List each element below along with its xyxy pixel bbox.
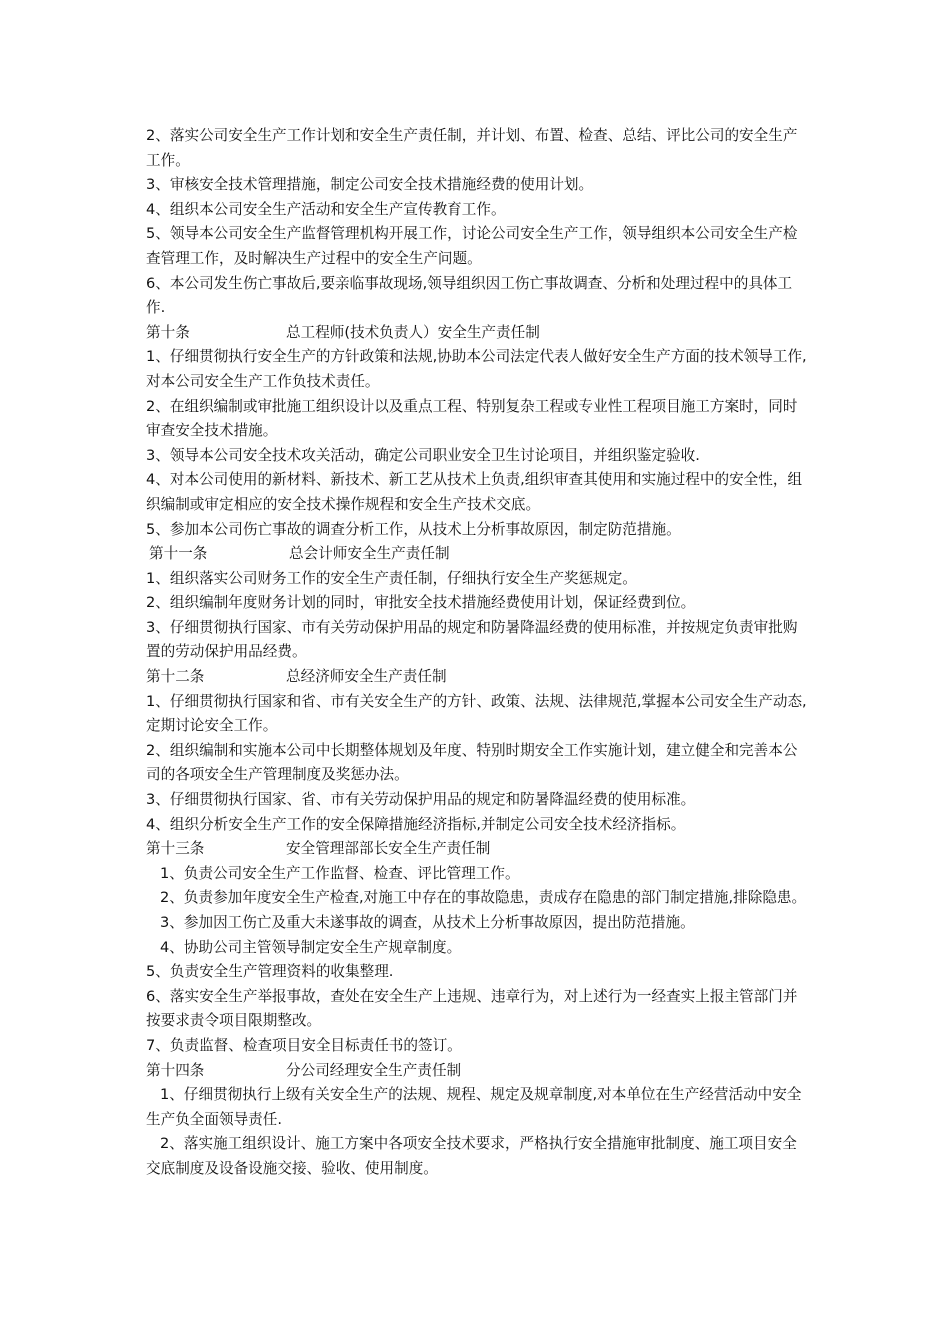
article-number: 第十四条 <box>146 1061 205 1079</box>
article-number: 第十三条 <box>146 840 205 858</box>
clause-paragraph: 3、参加因工伤亡及重大未遂事故的调查，从技术上分析事故原因，提出防范措施。 <box>160 914 695 931</box>
document-body <box>146 124 810 1182</box>
article-heading <box>146 542 810 567</box>
clause-paragraph: 3、仔细贯彻执行国家、省、市有关劳动保护用品的规定和防暑降温经费的使用标准。 <box>146 791 696 809</box>
clause-paragraph: 1、仔细贯彻执行上级有关安全生产的法规、规程、规定及规章制度,对本单位在生产经营活动中安全生产负全面领导责任. <box>146 1086 802 1128</box>
clause-paragraph: 2、落实公司安全生产工作计划和安全生产责任制，并计划、布置、检查、总结、评比公司的安全生产工作。 <box>146 127 798 169</box>
article-heading <box>146 665 810 690</box>
clause-paragraph: 1、仔细贯彻执行安全生产的方针政策和法规,协助本公司法定代表人做好安全生产方面的技术领导工作,对本公司安全生产工作负技术责任。 <box>146 348 807 390</box>
clause-paragraph: 2、组织编制年度财务计划的同时，审批安全技术措施经费使用计划，保证经费到位。 <box>146 594 696 612</box>
article-title: 总工程师(技术负责人）安全生产责任制 <box>286 323 540 341</box>
clause-paragraph: 4、对本公司使用的新材料、新技术、新工艺从技术上负责,组织审查其使用和实施过程中的安全性，组织编制或审定相应的安全技术操作规程和安全生产技术交底。 <box>146 471 803 513</box>
article-number: 第十一条 <box>149 545 208 563</box>
clause-paragraph: 4、组织分析安全生产工作的安全保障措施经济指标,并制定公司安全技术经济指标。 <box>146 815 686 833</box>
clause-paragraph: 5、领导本公司安全生产监督管理机构开展工作，讨论公司安全生产工作，领导组织本公司安全生产检查管理工作，及时解决生产过程中的安全生产问题。 <box>146 225 798 267</box>
article-title: 总会计师安全生产责任制 <box>289 545 450 563</box>
article-heading <box>146 1059 810 1084</box>
clause-paragraph: 4、组织本公司安全生产活动和安全生产宣传教育工作。 <box>146 200 506 218</box>
clause-paragraph: 3、仔细贯彻执行国家、市有关劳动保护用品的规定和防暑降温经费的使用标准，并按规定负责审批购置的劳动保护用品经费。 <box>146 618 798 661</box>
clause-paragraph: 2、落实施工组织设计、施工方案中各项安全技术要求，严格执行安全措施审批制度、施工项目安全交底制度及设备设施交接、验收、使用制度。 <box>146 1135 797 1177</box>
clause-paragraph: 2、在组织编制或审批施工组织设计以及重点工程、特别复杂工程或专业性工程项目施工方案时，同时审查安全技术措施。 <box>146 397 798 440</box>
article-heading <box>146 321 810 346</box>
clause-paragraph: 7、负责监督、检查项目安全目标责任书的签订。 <box>146 1036 462 1054</box>
article-number: 第十二条 <box>146 668 205 686</box>
clause-paragraph: 2、负责参加年度安全生产检查,对施工中存在的事故隐患，责成存在隐患的部门制定措施,排除隐患。 <box>160 889 807 907</box>
clause-paragraph: 6、本公司发生伤亡事故后,要亲临事故现场,领导组织因工伤亡事故调查、分析和处理过程中的具体工作. <box>146 274 793 317</box>
article-number: 第十条 <box>146 323 190 341</box>
clause-paragraph: 3、领导本公司安全技术攻关活动，确定公司职业安全卫生讨论项目，并组织鉴定验收. <box>146 446 700 464</box>
clause-paragraph: 6、落实安全生产举报事故，查处在安全生产上违规、违章行为，对上述行为一经查实上报主管部门并按要求责令项目限期整改。 <box>146 987 798 1030</box>
clause-paragraph: 3、审核安全技术管理措施，制定公司安全技术措施经费的使用计划。 <box>146 176 594 194</box>
clause-paragraph: 1、仔细贯彻执行国家和省、市有关安全生产的方针、政策、法规、法律规范,掌握本公司安全生产动态,定期讨论安全工作。 <box>146 692 807 735</box>
clause-paragraph: 5、参加本公司伤亡事故的调查分析工作，从技术上分析事故原因，制定防范措施。 <box>146 520 681 538</box>
clause-paragraph: 4、协助公司主管领导制定安全生产规章制度。 <box>160 938 462 956</box>
clause-paragraph: 1、负责公司安全生产工作监督、检查、评比管理工作。 <box>160 864 520 882</box>
clause-paragraph: 1、组织落实公司财务工作的安全生产责任制，仔细执行安全生产奖惩规定。 <box>146 569 637 587</box>
article-title: 安全管理部部长安全生产责任制 <box>286 840 491 858</box>
article-heading <box>146 837 810 862</box>
clause-paragraph: 5、负责安全生产管理资料的收集整理. <box>146 963 394 981</box>
clause-paragraph: 2、组织编制和实施本公司中长期整体规划及年度、特别时期安全工作实施计划，建立健全和完善本公司的各项安全生产管理制度及奖惩办法。 <box>146 741 798 784</box>
article-title: 总经济师安全生产责任制 <box>286 668 447 686</box>
article-title: 分公司经理安全生产责任制 <box>286 1061 462 1079</box>
